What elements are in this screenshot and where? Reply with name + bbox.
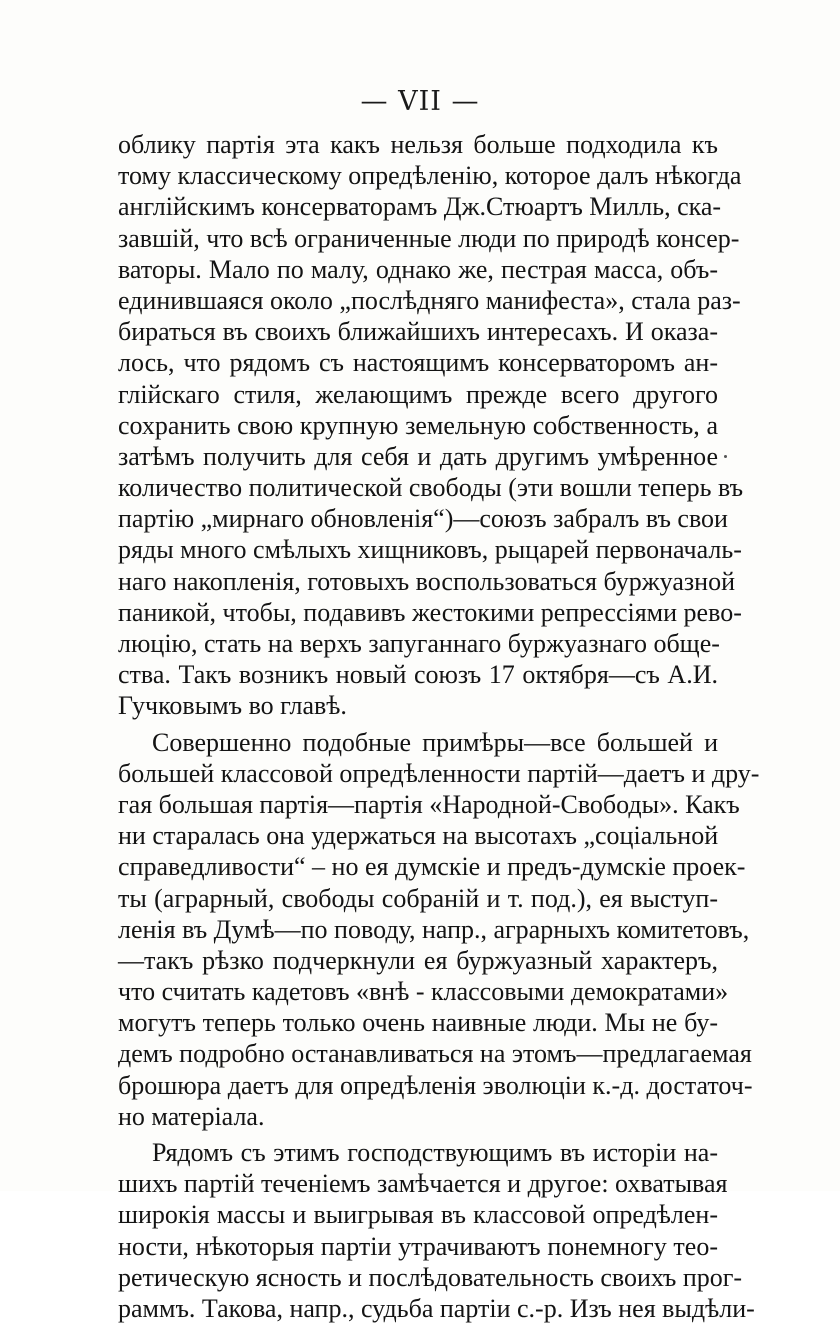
text-line: ни старалась она удержаться на высотахъ „соціальной [118,821,719,851]
text-line: паникой, чтобы, подавивъ жестокими репрессіями рево- [118,597,742,627]
text-line: брошюра даетъ для опредѣленія эволюціи к.-д. достаточ- [118,1070,753,1100]
text-line: ваторы. Мало по малу, однако же, пестрая масса, объ- [118,254,718,284]
paragraph-1 [118,129,744,722]
text-line: Совершенно подобные примѣры—все большей и [152,727,718,757]
text-line: ленія въ Думѣ—по поводу, напр., аграрныхъ комитетовъ, [118,914,750,944]
body-text [118,129,760,1324]
text-line: широкія массы и выигрывая въ классовой опредѣлен- [118,1200,718,1230]
text-line: облику партія эта какъ нельзя больше подходила къ [118,130,718,159]
text-line: бираться въ своихъ ближайшихъ интересахъ. И оказа- [118,317,718,347]
text-line: ности, нѣкоторыя партіи утрачиваютъ понемногу тео- [118,1231,718,1261]
text-line: справедливости“ – но ея думскіе и предъ-думскіе проек- [118,852,746,882]
text-line: ства. Такъ возникъ новый союзъ 17 октября—съ А.И. [118,660,718,690]
text-line: шихъ партій теченіемъ замѣчается и другое: охватывая [118,1169,728,1199]
text-line: завшій, что всѣ ограниченные люди по природѣ консер- [118,223,740,253]
text-line: затѣмъ получить для себя и дать другимъ умѣренное [118,441,718,471]
text-line: лось, что рядомъ съ настоящимъ консерваторомъ ан- [118,348,718,378]
paragraph-2 [118,727,760,1132]
page-number: — VII — [360,86,480,117]
text-line: Рядомъ съ этимъ господствующимъ въ исторіи на- [152,1138,718,1167]
text-line: —такъ рѣзко подчеркнули ея буржуазный характеръ, [118,945,718,975]
text-line: партію „мирнаго обновленія“)—союзъ забралъ въ свои [118,504,728,534]
text-line: сохранить свою крупную земельную собственность, а [118,410,718,440]
text-line: но матеріала. [118,1101,265,1131]
print-speck [724,455,727,458]
text-line: наго накопленія, готовыхъ воспользоваться буржуазной [118,566,735,596]
text-line: ты (аграрный, свободы собраній и т. под.), ея выступ- [118,883,718,913]
text-line: Гучковымъ во главѣ. [118,691,347,721]
text-line: ретическую ясность и послѣдовательность своихъ прог- [118,1262,743,1292]
text-line: раммъ. Такова, напр., судьба партіи с.-р. Изъ нея выдѣли- [118,1293,755,1323]
text-line: ряды много смѣлыхъ хищниковъ, рыцарей первоначаль- [118,535,742,565]
text-line: могутъ теперь только очень наивные люди. Мы не бу- [118,1008,718,1038]
text-line: гая большая партія—партія «Народной-Свободы». Какъ [118,789,740,819]
text-line: количество политической свободы (эти вошли теперь въ [118,473,744,503]
paragraph-3 [118,1137,755,1324]
text-line: что считать кадетовъ «внѣ - классовыми демократами» [118,977,729,1007]
text-line: люцію, стать на верхъ запуганнаго буржуазнаго обще- [118,629,720,658]
text-line: глійскаго стиля, желающимъ прежде всего другого [118,379,718,409]
text-line: тому классическому опредѣленію, которое далъ нѣкогда [118,161,742,191]
text-line: единившаяся около „послѣдняго манифеста», стала раз- [118,285,741,315]
text-line: большей классовой опредѣленности партій—даетъ и дру- [118,758,760,788]
text-line: демъ подробно останавливаться на этомъ—предлагаемая [118,1039,752,1069]
text-line: англійскимъ консерваторамъ Дж.Стюартъ Милль, ска- [118,192,722,222]
